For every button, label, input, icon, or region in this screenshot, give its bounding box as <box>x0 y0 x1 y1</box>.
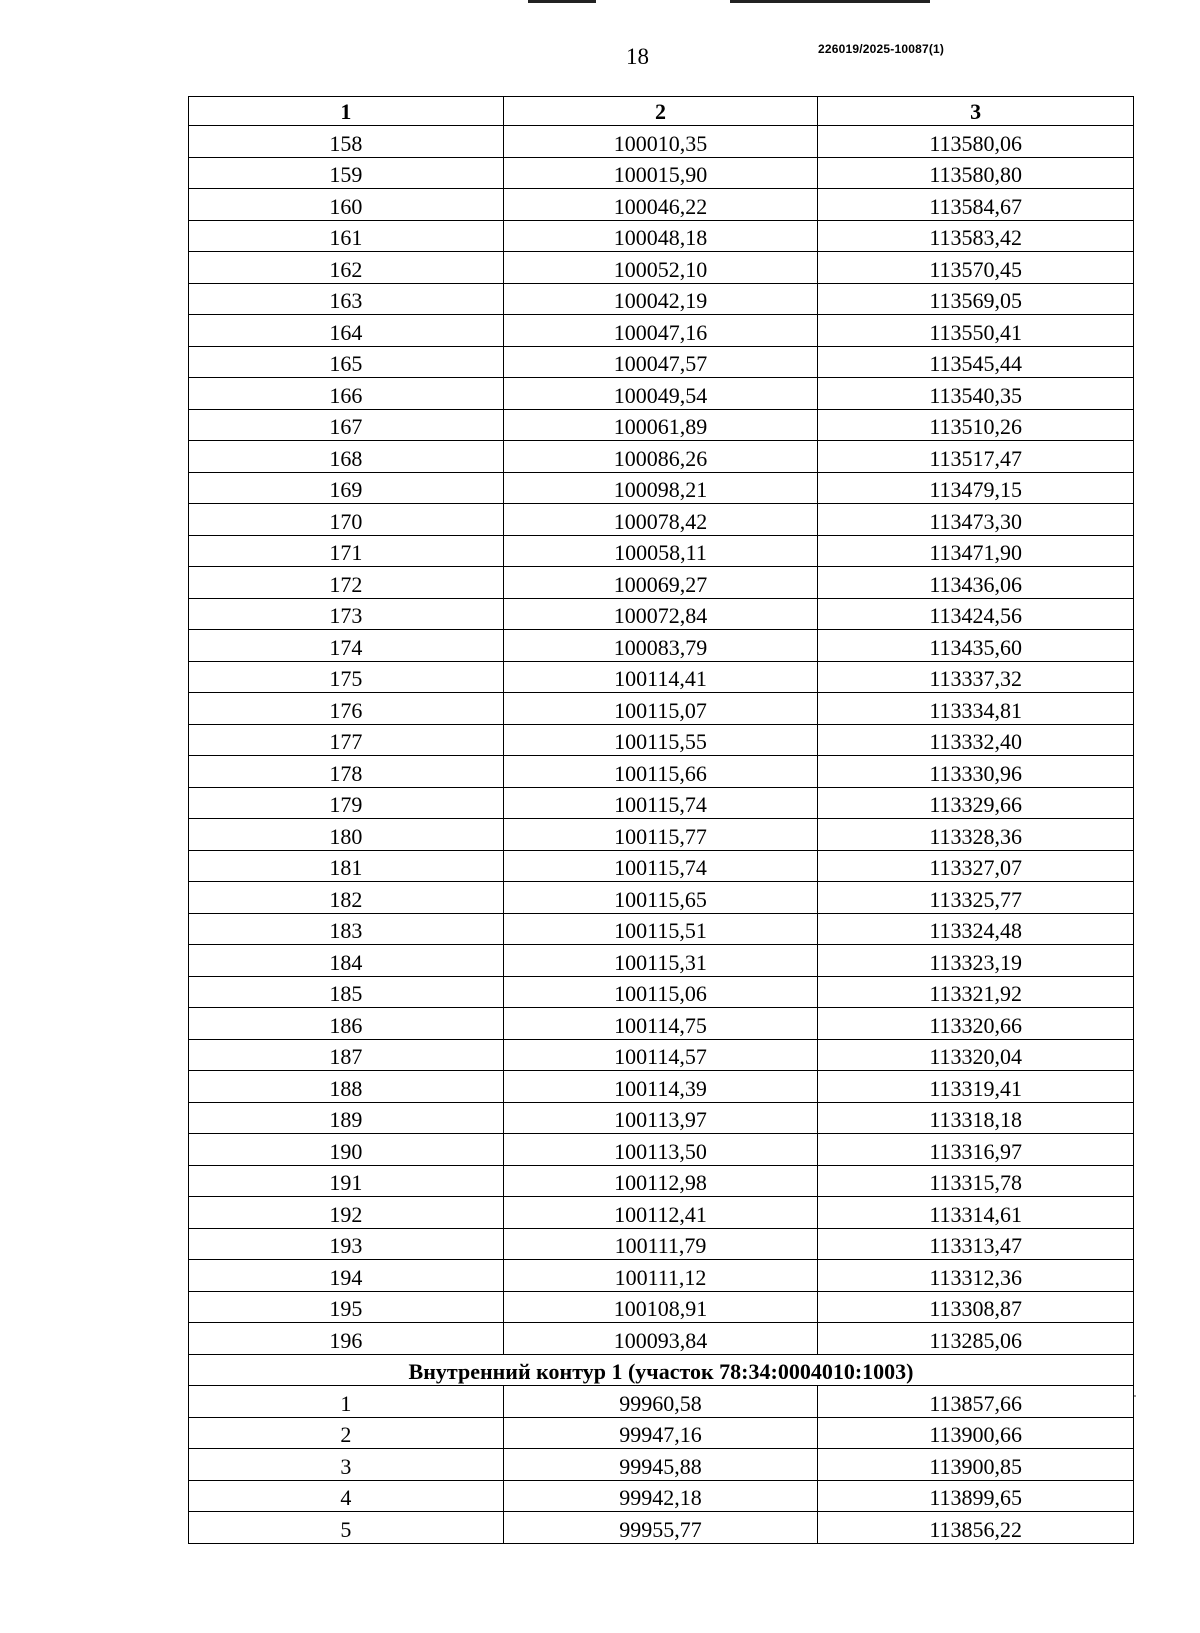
y-coordinate-cell: 113857,66 <box>818 1386 1134 1418</box>
table-row <box>189 1417 1134 1449</box>
point-number-cell: 174 <box>189 630 504 662</box>
y-coordinate-cell: 113473,30 <box>818 504 1134 536</box>
point-number-cell: 167 <box>189 409 504 441</box>
y-coordinate-cell: 113584,67 <box>818 189 1134 221</box>
y-coordinate-cell: 113308,87 <box>818 1291 1134 1323</box>
scan-speck <box>1134 1395 1136 1397</box>
y-coordinate-cell: 113569,05 <box>818 283 1134 315</box>
y-coordinate-cell: 113510,26 <box>818 409 1134 441</box>
point-number-cell: 185 <box>189 976 504 1008</box>
x-coordinate-cell: 99955,77 <box>503 1512 818 1544</box>
x-coordinate-cell: 100113,50 <box>503 1134 818 1166</box>
x-coordinate-cell: 100115,77 <box>503 819 818 851</box>
table-row <box>189 504 1134 536</box>
y-coordinate-cell: 113580,80 <box>818 157 1134 189</box>
y-coordinate-cell: 113285,06 <box>818 1323 1134 1355</box>
table-row <box>189 1102 1134 1134</box>
table-row <box>189 630 1134 662</box>
table-header-row <box>189 97 1134 126</box>
x-coordinate-cell: 100042,19 <box>503 283 818 315</box>
x-coordinate-cell: 100111,79 <box>503 1228 818 1260</box>
table-row <box>189 252 1134 284</box>
y-coordinate-cell: 113314,61 <box>818 1197 1134 1229</box>
point-number-cell: 178 <box>189 756 504 788</box>
table-body-inner-contour <box>189 1386 1134 1544</box>
table-row <box>189 598 1134 630</box>
point-number-cell: 173 <box>189 598 504 630</box>
x-coordinate-cell: 100115,06 <box>503 976 818 1008</box>
y-coordinate-cell: 113320,04 <box>818 1039 1134 1071</box>
table-row <box>189 126 1134 158</box>
y-coordinate-cell: 113479,15 <box>818 472 1134 504</box>
point-number-cell: 163 <box>189 283 504 315</box>
point-number-cell: 166 <box>189 378 504 410</box>
point-number-cell: 183 <box>189 913 504 945</box>
x-coordinate-cell: 100115,07 <box>503 693 818 725</box>
point-number-cell: 169 <box>189 472 504 504</box>
x-coordinate-cell: 100114,57 <box>503 1039 818 1071</box>
point-number-cell: 190 <box>189 1134 504 1166</box>
y-coordinate-cell: 113900,66 <box>818 1417 1134 1449</box>
table-section <box>189 1354 1134 1386</box>
scan-edge-line-right <box>730 0 930 3</box>
point-number-cell: 164 <box>189 315 504 347</box>
x-coordinate-cell: 100052,10 <box>503 252 818 284</box>
y-coordinate-cell: 113550,41 <box>818 315 1134 347</box>
table-row <box>189 567 1134 599</box>
y-coordinate-cell: 113318,18 <box>818 1102 1134 1134</box>
y-coordinate-cell: 113337,32 <box>818 661 1134 693</box>
point-number-cell: 161 <box>189 220 504 252</box>
page-number: 18 <box>626 44 649 69</box>
y-coordinate-cell: 113436,06 <box>818 567 1134 599</box>
point-number-cell: 176 <box>189 693 504 725</box>
table-body-outer-contour <box>189 126 1134 1355</box>
table-row <box>189 189 1134 221</box>
x-coordinate-cell: 100114,75 <box>503 1008 818 1040</box>
point-number-cell: 4 <box>189 1480 504 1512</box>
point-number-cell: 5 <box>189 1512 504 1544</box>
y-coordinate-cell: 113471,90 <box>818 535 1134 567</box>
point-number-cell: 193 <box>189 1228 504 1260</box>
point-number-cell: 158 <box>189 126 504 158</box>
point-number-cell: 191 <box>189 1165 504 1197</box>
y-coordinate-cell: 113583,42 <box>818 220 1134 252</box>
x-coordinate-cell: 100114,39 <box>503 1071 818 1103</box>
table-row <box>189 1291 1134 1323</box>
table-row <box>189 1197 1134 1229</box>
point-number-cell: 175 <box>189 661 504 693</box>
y-coordinate-cell: 113316,97 <box>818 1134 1134 1166</box>
x-coordinate-cell: 100083,79 <box>503 630 818 662</box>
point-number-cell: 182 <box>189 882 504 914</box>
x-coordinate-cell: 100086,26 <box>503 441 818 473</box>
x-coordinate-cell: 100115,74 <box>503 787 818 819</box>
scan-edge-line-left <box>528 0 596 3</box>
table-row <box>189 819 1134 851</box>
x-coordinate-cell: 100115,55 <box>503 724 818 756</box>
y-coordinate-cell: 113424,56 <box>818 598 1134 630</box>
y-coordinate-cell: 113325,77 <box>818 882 1134 914</box>
header-col-3: 3 <box>818 97 1134 126</box>
document-id: 226019/2025-10087(1) <box>818 42 945 56</box>
table-row <box>189 157 1134 189</box>
point-number-cell: 194 <box>189 1260 504 1292</box>
y-coordinate-cell: 113570,45 <box>818 252 1134 284</box>
table-row <box>189 787 1134 819</box>
x-coordinate-cell: 100108,91 <box>503 1291 818 1323</box>
y-coordinate-cell: 113327,07 <box>818 850 1134 882</box>
coordinates-table <box>188 96 1134 1544</box>
table-row <box>189 1386 1134 1418</box>
table-row <box>189 283 1134 315</box>
y-coordinate-cell: 113315,78 <box>818 1165 1134 1197</box>
y-coordinate-cell: 113320,66 <box>818 1008 1134 1040</box>
table-row <box>189 1228 1134 1260</box>
point-number-cell: 3 <box>189 1449 504 1481</box>
y-coordinate-cell: 113900,85 <box>818 1449 1134 1481</box>
point-number-cell: 2 <box>189 1417 504 1449</box>
header-col-2: 2 <box>503 97 818 126</box>
table-row <box>189 1480 1134 1512</box>
y-coordinate-cell: 113580,06 <box>818 126 1134 158</box>
x-coordinate-cell: 100010,35 <box>503 126 818 158</box>
y-coordinate-cell: 113324,48 <box>818 913 1134 945</box>
x-coordinate-cell: 100047,16 <box>503 315 818 347</box>
x-coordinate-cell: 100069,27 <box>503 567 818 599</box>
x-coordinate-cell: 100048,18 <box>503 220 818 252</box>
point-number-cell: 189 <box>189 1102 504 1134</box>
point-number-cell: 184 <box>189 945 504 977</box>
y-coordinate-cell: 113334,81 <box>818 693 1134 725</box>
x-coordinate-cell: 100115,74 <box>503 850 818 882</box>
x-coordinate-cell: 100047,57 <box>503 346 818 378</box>
point-number-cell: 195 <box>189 1291 504 1323</box>
table-row <box>189 315 1134 347</box>
x-coordinate-cell: 100078,42 <box>503 504 818 536</box>
x-coordinate-cell: 100061,89 <box>503 409 818 441</box>
x-coordinate-cell: 100115,66 <box>503 756 818 788</box>
x-coordinate-cell: 100114,41 <box>503 661 818 693</box>
table-row <box>189 913 1134 945</box>
x-coordinate-cell: 100112,98 <box>503 1165 818 1197</box>
point-number-cell: 179 <box>189 787 504 819</box>
table-row <box>189 1008 1134 1040</box>
table-row <box>189 409 1134 441</box>
point-number-cell: 165 <box>189 346 504 378</box>
point-number-cell: 171 <box>189 535 504 567</box>
section-title: Внутренний контур 1 (участок 78:34:0004010:1003) <box>189 1354 1134 1386</box>
point-number-cell: 1 <box>189 1386 504 1418</box>
y-coordinate-cell: 113435,60 <box>818 630 1134 662</box>
point-number-cell: 188 <box>189 1071 504 1103</box>
point-number-cell: 160 <box>189 189 504 221</box>
table-row <box>189 535 1134 567</box>
x-coordinate-cell: 100072,84 <box>503 598 818 630</box>
table-row <box>189 945 1134 977</box>
y-coordinate-cell: 113312,36 <box>818 1260 1134 1292</box>
y-coordinate-cell: 113856,22 <box>818 1512 1134 1544</box>
point-number-cell: 180 <box>189 819 504 851</box>
table-row <box>189 693 1134 725</box>
x-coordinate-cell: 99942,18 <box>503 1480 818 1512</box>
point-number-cell: 196 <box>189 1323 504 1355</box>
x-coordinate-cell: 100098,21 <box>503 472 818 504</box>
table-row <box>189 724 1134 756</box>
table-row <box>189 661 1134 693</box>
section-header-row <box>189 1354 1134 1386</box>
point-number-cell: 170 <box>189 504 504 536</box>
x-coordinate-cell: 100115,31 <box>503 945 818 977</box>
table-row <box>189 1512 1134 1544</box>
table-row <box>189 378 1134 410</box>
point-number-cell: 159 <box>189 157 504 189</box>
table-row <box>189 1165 1134 1197</box>
x-coordinate-cell: 100015,90 <box>503 157 818 189</box>
table-row <box>189 1039 1134 1071</box>
table-row <box>189 976 1134 1008</box>
point-number-cell: 187 <box>189 1039 504 1071</box>
y-coordinate-cell: 113329,66 <box>818 787 1134 819</box>
table-row <box>189 1449 1134 1481</box>
x-coordinate-cell: 99960,58 <box>503 1386 818 1418</box>
x-coordinate-cell: 100115,65 <box>503 882 818 914</box>
table-row <box>189 220 1134 252</box>
table-row <box>189 441 1134 473</box>
y-coordinate-cell: 113540,35 <box>818 378 1134 410</box>
x-coordinate-cell: 100111,12 <box>503 1260 818 1292</box>
y-coordinate-cell: 113323,19 <box>818 945 1134 977</box>
x-coordinate-cell: 99945,88 <box>503 1449 818 1481</box>
point-number-cell: 172 <box>189 567 504 599</box>
y-coordinate-cell: 113899,65 <box>818 1480 1134 1512</box>
x-coordinate-cell: 100113,97 <box>503 1102 818 1134</box>
point-number-cell: 181 <box>189 850 504 882</box>
y-coordinate-cell: 113545,44 <box>818 346 1134 378</box>
table-row <box>189 346 1134 378</box>
table-row <box>189 1071 1134 1103</box>
table-row <box>189 1260 1134 1292</box>
x-coordinate-cell: 100046,22 <box>503 189 818 221</box>
table-row <box>189 472 1134 504</box>
table-row <box>189 1134 1134 1166</box>
y-coordinate-cell: 113319,41 <box>818 1071 1134 1103</box>
y-coordinate-cell: 113328,36 <box>818 819 1134 851</box>
table-row <box>189 1323 1134 1355</box>
header-col-1: 1 <box>189 97 504 126</box>
y-coordinate-cell: 113321,92 <box>818 976 1134 1008</box>
x-coordinate-cell: 100115,51 <box>503 913 818 945</box>
point-number-cell: 192 <box>189 1197 504 1229</box>
y-coordinate-cell: 113330,96 <box>818 756 1134 788</box>
x-coordinate-cell: 100049,54 <box>503 378 818 410</box>
y-coordinate-cell: 113313,47 <box>818 1228 1134 1260</box>
x-coordinate-cell: 100093,84 <box>503 1323 818 1355</box>
table-row <box>189 882 1134 914</box>
y-coordinate-cell: 113332,40 <box>818 724 1134 756</box>
point-number-cell: 162 <box>189 252 504 284</box>
table-row <box>189 756 1134 788</box>
point-number-cell: 177 <box>189 724 504 756</box>
point-number-cell: 168 <box>189 441 504 473</box>
y-coordinate-cell: 113517,47 <box>818 441 1134 473</box>
point-number-cell: 186 <box>189 1008 504 1040</box>
x-coordinate-cell: 99947,16 <box>503 1417 818 1449</box>
table-row <box>189 850 1134 882</box>
x-coordinate-cell: 100058,11 <box>503 535 818 567</box>
x-coordinate-cell: 100112,41 <box>503 1197 818 1229</box>
